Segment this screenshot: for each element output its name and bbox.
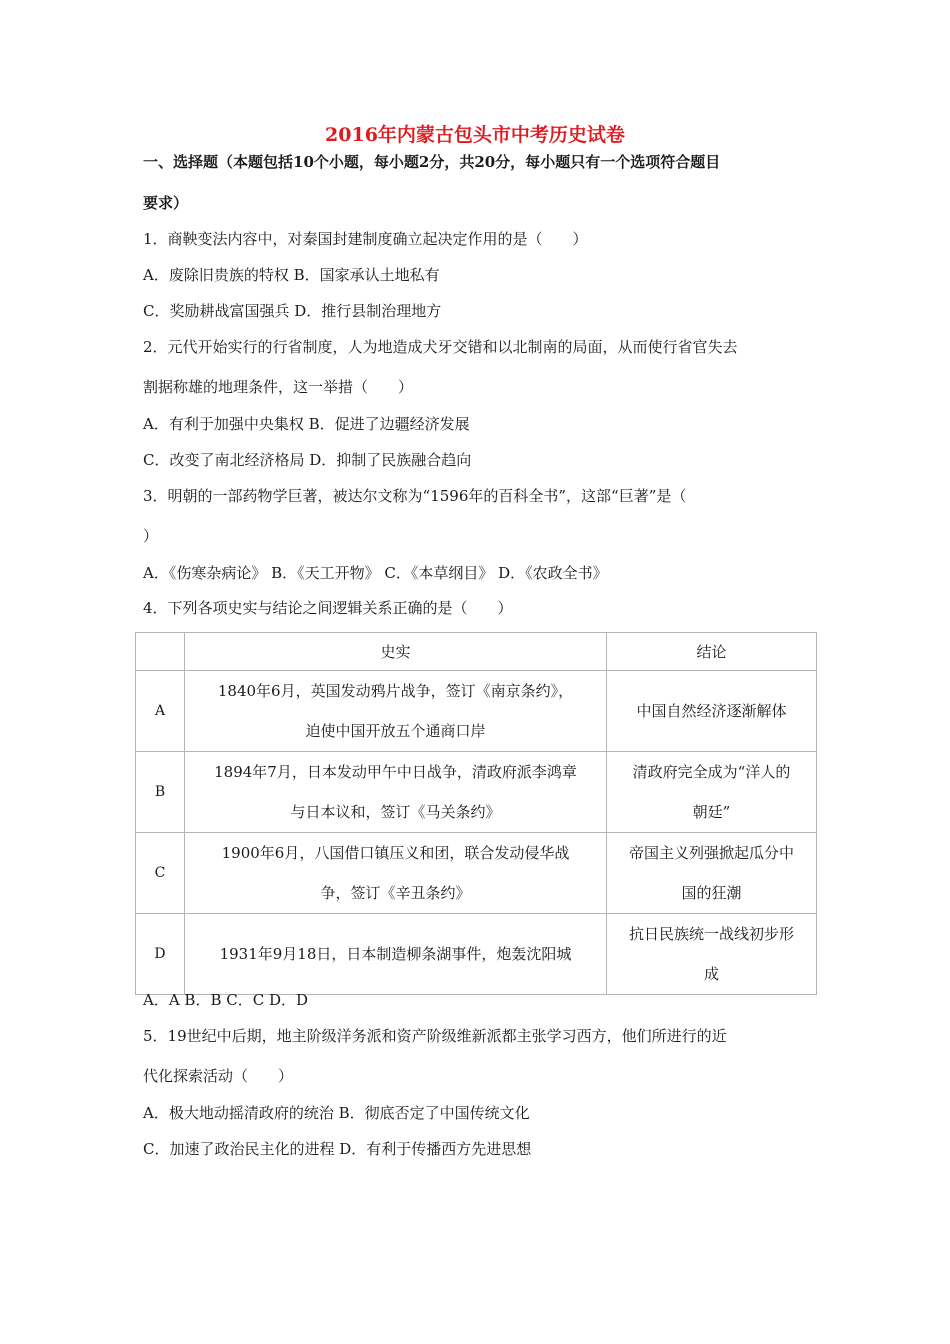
row-fact-line2: 迫使中国开放五个通商口岸 <box>305 722 486 740</box>
row-fact-line1: 1894年7月，日本发动甲午中日战争，清政府派李鸿章 <box>214 763 577 781</box>
q3-stem-line2: ） <box>143 527 159 545</box>
row-conclusion <box>607 914 817 995</box>
q5-options-line2: C．加速了政治民主化的进程 D．有利于传播西方先进思想 <box>143 1140 532 1158</box>
row-letter: A <box>136 671 185 752</box>
header-blank-cell <box>136 633 185 671</box>
table-row <box>136 914 817 995</box>
table-row <box>136 833 817 914</box>
q3-options: A．《伤寒杂病论》 B．《天工开物》 C．《本草纲目》 D．《农政全书》 <box>143 564 608 582</box>
section-heading-line2: 要求） <box>143 194 189 212</box>
q3-stem-line1: 3．明朝的一部药物学巨著，被达尔文称为“1596年的百科全书”，这部“巨著”是（ <box>143 487 687 505</box>
row-fact-line1: 1840年6月，英国发动鸦片战争，签订《南京条约》， <box>217 682 574 700</box>
row-conclusion <box>607 752 817 833</box>
row-fact <box>185 914 607 995</box>
row-conclusion <box>607 833 817 914</box>
exam-title: 2016年内蒙古包头市中考历史试卷 <box>325 124 625 146</box>
q5-options-line1: A．极大地动摇清政府的统治 B．彻底否定了中国传统文化 <box>143 1104 530 1122</box>
table-header-row <box>136 633 817 671</box>
row-letter: C <box>136 833 185 914</box>
q2-options-line1: A．有利于加强中央集权 B．促进了边疆经济发展 <box>143 415 470 433</box>
q4-facts-table <box>135 632 817 995</box>
q2-stem-line1: 2．元代开始实行的行省制度，人为地造成犬牙交错和以北制南的局面，从而使行省官失去 <box>143 338 738 356</box>
row-fact-line2: 争，签订《辛丑条约》 <box>320 884 471 902</box>
row-conclusion-line2: 国的狂潮 <box>681 884 742 902</box>
header-fact-cell: 史实 <box>185 633 607 671</box>
row-conclusion <box>607 671 817 752</box>
row-fact-line2: 与日本议和，签订《马关条约》 <box>290 803 501 821</box>
q2-options-line2: C．改变了南北经济格局 D．抑制了民族融合趋向 <box>143 451 472 469</box>
table-row <box>136 671 817 752</box>
row-fact-line1: 1931年9月18日，日本制造柳条湖事件，炮轰沈阳城 <box>219 945 572 963</box>
section-heading-line1: 一、选择题（本题包括10个小题，每小题2分，共20分，每小题只有一个选项符合题目 <box>143 153 721 171</box>
q5-stem-line1: 5．19世纪中后期，地主阶级洋务派和资产阶级维新派都主张学习西方，他们所进行的近 <box>143 1027 727 1045</box>
row-letter: D <box>136 914 185 995</box>
q4-options: A．A B．B C．C D．D <box>143 991 309 1009</box>
row-conclusion-line1: 中国自然经济逐渐解体 <box>636 702 787 720</box>
q1-options-line1: A．废除旧贵族的特权 B．国家承认土地私有 <box>143 266 440 284</box>
row-conclusion-line1: 清政府完全成为“洋人的 <box>632 763 791 781</box>
header-conclusion-cell: 结论 <box>607 633 817 671</box>
row-fact <box>185 671 607 752</box>
q5-stem-line2: 代化探索活动（ ） <box>143 1067 294 1085</box>
row-conclusion-line2: 成 <box>703 965 719 983</box>
q2-stem-line2: 割据称雄的地理条件，这一举措（ ） <box>143 378 414 396</box>
row-fact-line1: 1900年6月，八国借口镇压义和团，联合发动侵华战 <box>221 844 570 862</box>
row-conclusion-line1: 抗日民族统一战线初步形 <box>628 925 794 943</box>
table-row <box>136 752 817 833</box>
row-fact <box>185 752 607 833</box>
q4-stem: 4．下列各项史实与结论之间逻辑关系正确的是（ ） <box>143 599 513 617</box>
row-letter: B <box>136 752 185 833</box>
row-conclusion-line2: 朝廷” <box>692 803 731 821</box>
row-conclusion-line1: 帝国主义列强掀起瓜分中 <box>628 844 794 862</box>
row-fact <box>185 833 607 914</box>
q1-options-line2: C．奖励耕战富国强兵 D．推行县制治理地方 <box>143 302 442 320</box>
q1-stem: 1．商鞅变法内容中，对秦国封建制度确立起决定作用的是（ ） <box>143 230 588 248</box>
